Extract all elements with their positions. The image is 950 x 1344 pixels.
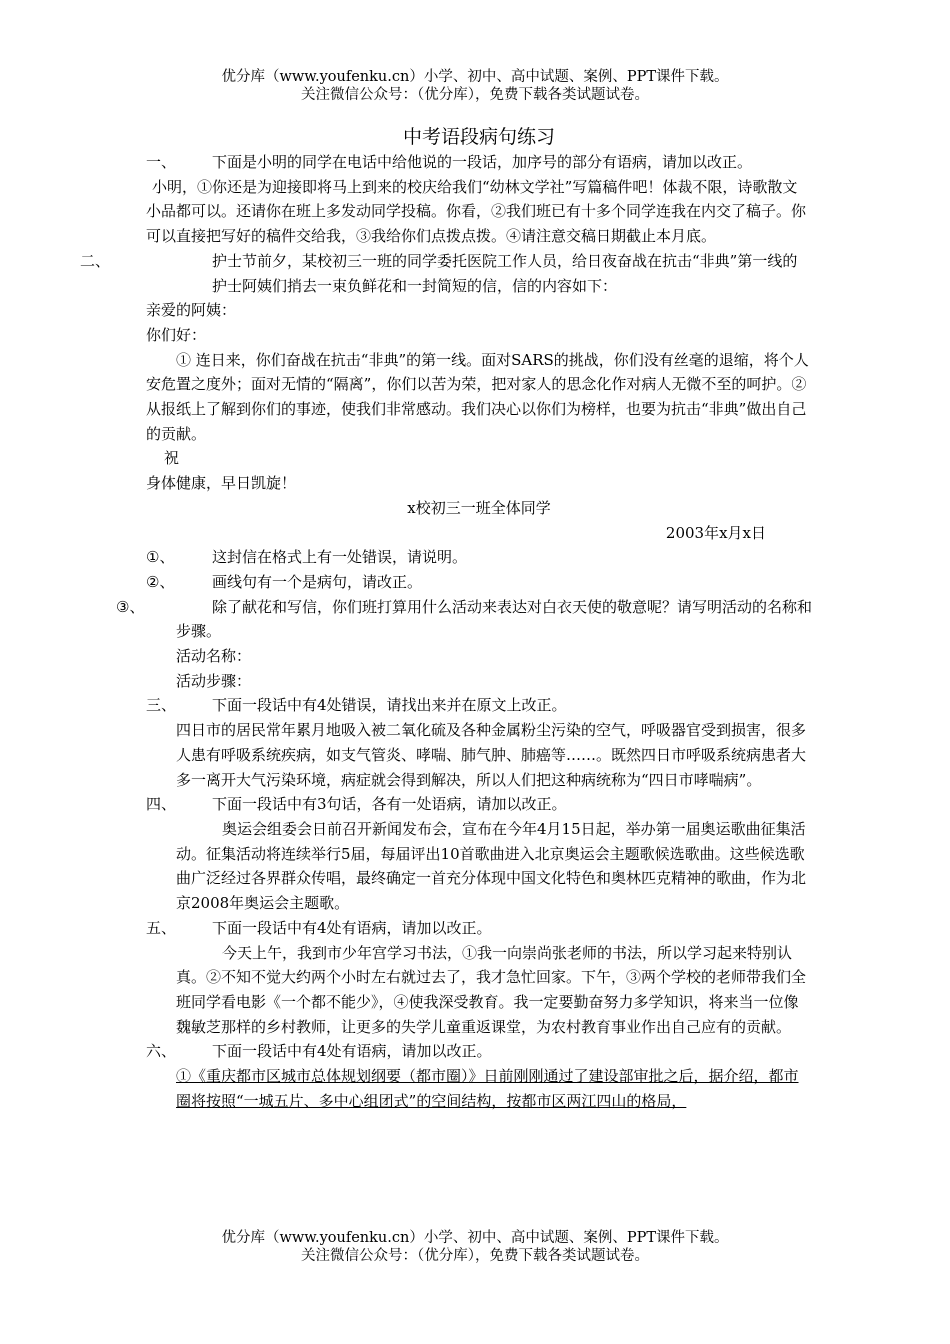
subquestion-1-number: ①、 [146,548,175,567]
header-line-1: 优分库（www.youfenku.cn）小学、初中、高中试题、案例、PPT课件下载。 [221,69,729,85]
section-6-underlined-text: ①《重庆都市区城市总体规划纲要（都市圈）》日前刚刚通过了建设部审批之后，据介绍，都市圈将按照“一城五片、多中心组团式”的空间结构，按都市区两江四山的格局， [176,1067,799,1110]
letter-salutation: 亲爱的阿姨： [146,301,237,320]
section-6-prompt: 下面一段话中有4处有语病，请加以改正。 [212,1042,492,1061]
subquestion-2-text: 画线句有一个是病句，请改正。 [212,572,423,591]
subquestion-3 [116,595,813,644]
activity-name-label: 活动名称： [176,647,252,666]
header-line-2: 关注微信公众号：（优分库），免费下载各类试题试卷。 [301,87,649,103]
activity-steps-label: 活动步骤： [176,671,252,690]
page-footer [0,1229,950,1265]
subquestion-1-text: 这封信在格式上有一处错误，请说明。 [212,548,468,567]
section-3-passage: 四日市的居民常年累月地吸入被二氧化硫及各种金属粉尘污染的空气，呼吸器官受到损害，很多人患有呼吸系统疾病，如支气管炎、哮喘、肺气肿、肺癌等……。既然四日市呼吸系统病患者大多一离开大气污染环境，病症就会得到解决，所以人们把这种病统称为“四日市哮喘病”。 [176,721,807,789]
page-title: 中考语段病句练习 [402,126,555,148]
section-4-number: 四、 [146,795,177,814]
letter-date: 2003年x月x日 [665,523,766,542]
subquestion-1 [146,545,812,570]
letter-wish: 身体健康，早日凯旋！ [146,474,297,493]
section-5-prompt: 下面一段话中有4处有语病，请加以改正。 [212,918,492,937]
section-6-passage [146,1064,812,1113]
subquestion-2-number: ②、 [146,572,175,591]
section-4-passage: 奥运会组委会日前召开新闻发布会，宣布在今年4月15日起，举办第一届奥运歌曲征集活动。征集活动将连续举行5届，每届评出10首歌曲进入北京奥运会主题歌候选歌曲。这些候选歌曲广泛经过各界群众传唱，最终确定一首充分体现中国文化特色和奥林匹克精神的歌曲，作为北京2008年奥运会主题歌。 [176,819,807,913]
footer-line-1: 优分库（www.youfenku.cn）小学、初中、高中试题、案例、PPT课件下载。 [221,1230,729,1246]
section-3-prompt: 下面一段话中有4处错误，请找出来并在原文上改正。 [212,696,567,715]
footer-line-2: 关注微信公众号：（优分库），免费下载各类试题试卷。 [301,1248,649,1264]
section-2-question [80,249,812,298]
letter-body: ① 连日来，你们奋战在抗击“非典”的第一线。面对SARS的挑战，你们没有丝毫的退缩，将个人安危置之度外；面对无情的“隔离”，你们以苦为荣，把对家人的思念化作对病人无微不至的呵护。②从报纸上了解到你们的事迹，使我们非常感动。我们决心以你们为榜样，也要为抗击“非典”做出自己的贡献。 [146,350,809,443]
section-6-number: 六、 [146,1042,177,1061]
section-4-question [146,792,812,817]
letter-zhu: 祝 [164,449,180,468]
section-2-number: 二、 [80,251,111,270]
section-1-question [146,150,812,175]
subquestion-3-number: ③、 [116,597,145,616]
section-2-prompt: 护士节前夕，某校初三一班的同学委托医院工作人员，给日夜奋战在抗击“非典”第一线的护士阿姨们捎去一束负鲜花和一封简短的信，信的内容如下： [212,251,798,295]
section-1-number: 一、 [146,153,177,171]
section-1-passage: 小明，①你还是为迎接即将马上到来的校庆给我们“幼林文学社”写篇稿件吧！体裁不限，诗歌散文小品都可以。还请你在班上多发动同学投稿。你看，②我们班已有十多个同学连我在内交了稿子。你可以直接把写好的稿件交给我，③我给你们点拨点拨。④请注意交稿日期截止本月底。 [146,177,807,246]
section-1-prompt: 下面是小明的同学在电话中给他说的一段话，加序号的部分有语病，请加以改正。 [212,153,753,171]
section-5-number: 五、 [146,918,177,937]
section-3-number: 三、 [146,696,177,715]
subquestion-2 [146,570,812,595]
subquestion-3-text: 除了献花和写信，你们班打算用什么活动来表达对白衣天使的敬意呢？请写明活动的名称和步骤。 [176,597,813,641]
page-header [0,68,950,104]
section-5-passage: 今天上午，我到市少年宫学习书法，①我一向崇尚张老师的书法，所以学习起来特别认真。②不知不觉大约两个小时左右就过去了，我才急忙回家。下午，③两个学校的老师带我们全班同学看电影《一个都不能少》，④使我深受教育。我一定要勤奋努力多学知识，将来当一位像魏敏芝那样的乡村教师，让更多的失学儿童重返课堂，为农村教育事业作出自己应有的贡献。 [176,943,807,1036]
section-4-prompt: 下面一段话中有3句话，各有一处语病，请加以改正。 [212,795,567,814]
section-3-question [146,693,812,718]
section-6-question [146,1039,812,1064]
section-5-question [146,916,812,941]
document-body [80,124,813,1113]
letter-greeting: 你们好： [146,325,207,344]
letter-signer: x校初三一班全体同学 [407,498,551,517]
